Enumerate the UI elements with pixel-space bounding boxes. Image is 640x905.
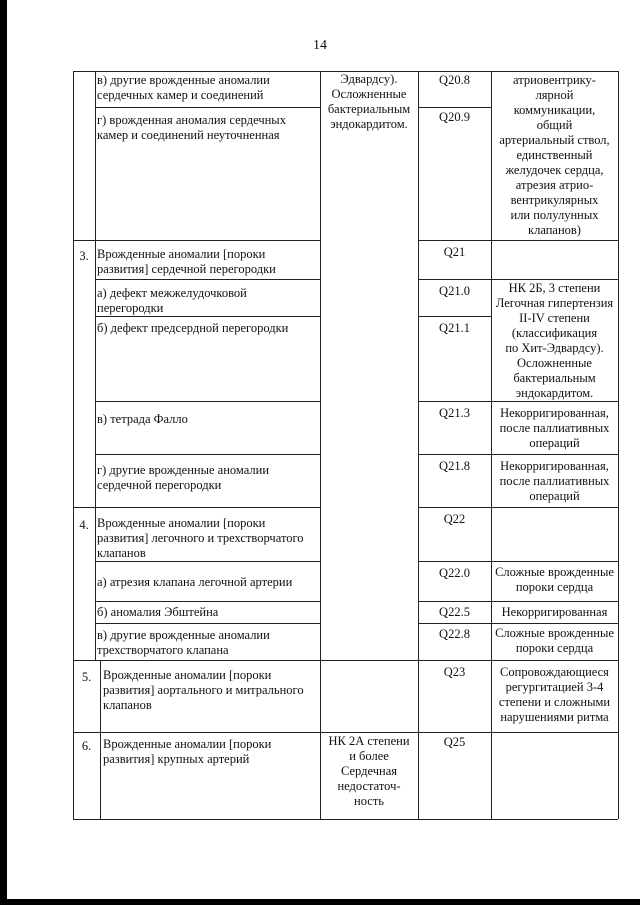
table-cell-note: Некорригированная (501, 605, 608, 619)
page-number: 14 (313, 38, 327, 53)
table-line (95, 601, 320, 602)
table-line (95, 107, 320, 108)
scan-bottom-edge (0, 899, 640, 905)
table-cell-number: 3. (79, 249, 89, 263)
table-line (418, 71, 419, 819)
table-line (95, 401, 320, 402)
table-cell-note: Некорригированная, после паллиативных операций (499, 406, 610, 450)
table-line (73, 507, 320, 508)
table-line (418, 454, 618, 455)
table-cell-name: б) аномалия Эбштейна (97, 605, 219, 619)
table-line (95, 316, 320, 317)
table-cell-code: Q23 (443, 665, 466, 679)
table-line (418, 107, 491, 108)
scan-left-edge (0, 0, 7, 905)
table-line (320, 71, 321, 819)
table-cell-name: Врожденные аномалии [пороки развития] аортального и митрального клапанов (103, 668, 304, 712)
table-line (618, 71, 619, 819)
table-line (95, 71, 96, 660)
table-line (73, 71, 74, 819)
table-cell-code: Q20.9 (439, 110, 470, 124)
table-cell-name: в) другие врожденные аномалии сердечных камер и соединений (97, 73, 270, 102)
table-cell-code: Q21.8 (439, 459, 470, 473)
table-cell-code: Q21.3 (439, 406, 470, 420)
table-cell-name: а) атрезия клапана легочной артерии (97, 575, 293, 589)
table-cell-name: б) дефект предсердной перегородки (97, 321, 289, 335)
table-line (418, 561, 618, 562)
table-line (95, 623, 320, 624)
table-cell-name: Врожденные аномалии [пороки развития] крупных артерий (103, 737, 272, 766)
table-cell-note: Сложные врожденные пороки сердца (495, 626, 614, 655)
table-line (95, 454, 320, 455)
table-line (73, 819, 618, 820)
table-cell-name: Врожденные аномалии [пороки развития] сердечной перегородки (97, 247, 276, 276)
table-cell-code: Q22.5 (439, 605, 470, 619)
table-line (418, 601, 618, 602)
table-line (73, 240, 320, 241)
table-cell-name: г) другие врожденные аномалии сердечной перегородки (97, 463, 270, 492)
table-line (95, 279, 320, 280)
table-line (418, 401, 618, 402)
table-cell-code: Q20.8 (439, 73, 470, 87)
table-cell-note: НК 2Б, 3 степени Легочная гипертензия II-IV степени (классификация по Хит-Эдвардсу). Осложненные бактериальным эндокардитом. (495, 281, 614, 400)
table-cell-code: Q21.1 (439, 321, 470, 335)
table-cell-note: Некорригированная, после паллиативных операций (499, 459, 610, 503)
table-cell-note: Сопровождающиеся регургитацией 3-4 степени и сложными нарушениями ритма (498, 665, 611, 724)
table-cell-number: 6. (81, 739, 92, 753)
table-cell-name: в) другие врожденные аномалии трехстворчатого клапана (97, 628, 270, 657)
table-cell-name: Врожденные аномалии [пороки развития] легочного и трехстворчатого клапанов (97, 516, 304, 560)
table-line (418, 623, 618, 624)
table-cell-note: атриовентрику- лярной коммуникации, общий артериальный ствол, единственный желудочек сердца, атрезия атрио- вентрикулярных или полулунных клапанов) (499, 73, 610, 237)
table-cell-code: Q22 (443, 512, 466, 526)
table-cell-code: Q25 (443, 735, 466, 749)
table-line (73, 660, 618, 661)
table-cell-number: 4. (79, 518, 89, 532)
table-line (100, 660, 101, 819)
table-line (418, 240, 618, 241)
table-line (418, 507, 618, 508)
table-line (418, 316, 491, 317)
table-cell-code: Q22.0 (439, 566, 470, 580)
table-cell-number: 5. (81, 670, 92, 684)
table-line (73, 732, 618, 733)
table-cell-name: а) дефект межжелудочковой перегородки (97, 286, 247, 315)
table-cell-code: Q22.8 (439, 627, 470, 641)
table-cell-name: в) тетрада Фалло (97, 412, 188, 426)
table-cell-condition: Эдвардсу). Осложненные бактериальным эндокардитом. (327, 72, 411, 131)
table-cell-condition: НК 2А степени и более Сердечная недостаточ- ность (328, 734, 410, 808)
table-line (418, 279, 618, 280)
table-cell-code: Q21.0 (439, 284, 470, 298)
table-cell-code: Q21 (443, 245, 466, 259)
table-cell-note: Сложные врожденные пороки сердца (495, 565, 614, 594)
table-cell-name: г) врожденная аномалия сердечных камер и соединений неуточненная (97, 113, 286, 142)
